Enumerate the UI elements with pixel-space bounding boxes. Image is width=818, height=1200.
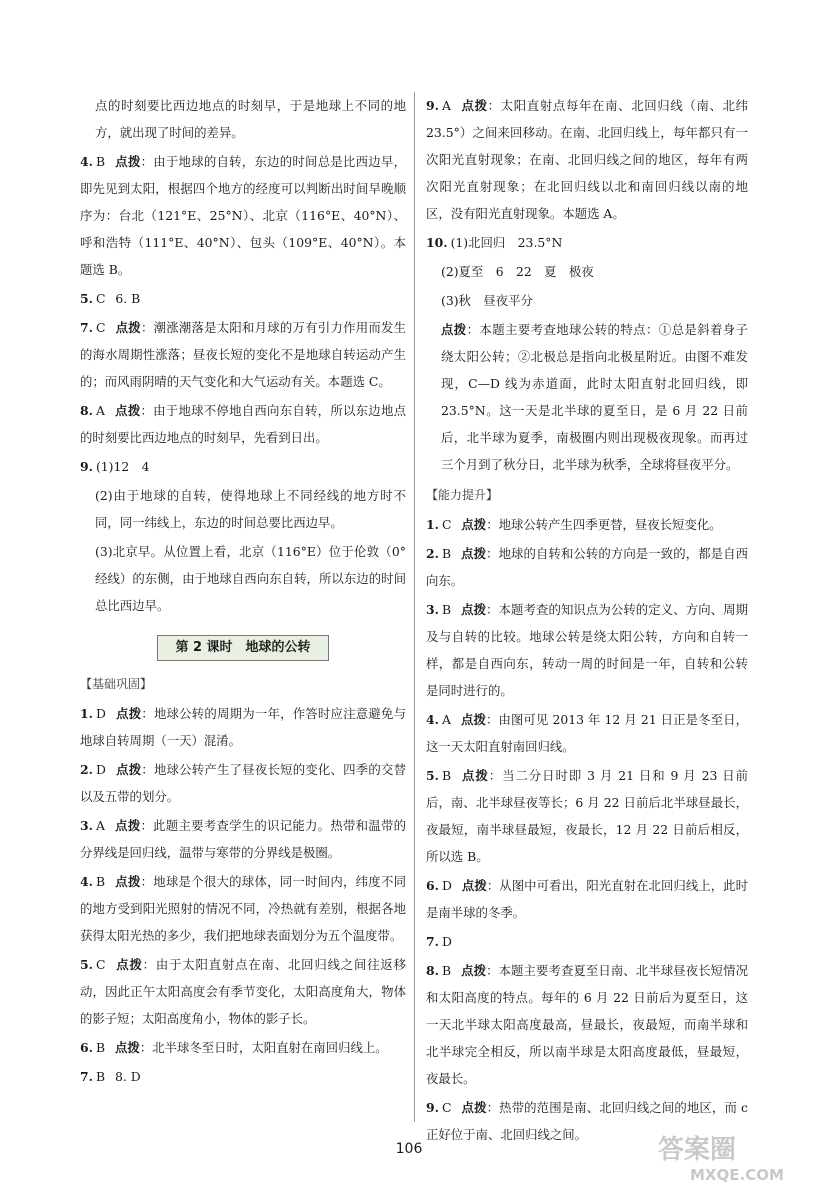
hint-label: 点拨 xyxy=(461,963,487,978)
answer-item xyxy=(80,700,406,754)
answer-item xyxy=(80,951,406,1032)
watermark-url: MXQE.COM xyxy=(690,1166,784,1184)
sub-hint xyxy=(426,316,748,478)
answer-item xyxy=(80,314,406,395)
answer-choice: B xyxy=(95,154,106,169)
question-number: 5. xyxy=(80,957,93,972)
answer-item xyxy=(426,957,748,1092)
answer-item xyxy=(80,868,406,949)
hint-label: 点拨 xyxy=(460,98,488,113)
question-number: 7. xyxy=(80,1069,93,1084)
hint-text: ：由图可见 2013 年 12 月 21 日正是冬至日，这一天太阳直射南回归线。 xyxy=(426,712,748,754)
question-number: 7. xyxy=(80,320,93,335)
answer-item xyxy=(80,453,406,480)
answer-item xyxy=(426,928,748,955)
hint-text: ：地球的自转和公转的方向是一致的，都是自西向东。 xyxy=(426,546,749,588)
answer-item xyxy=(426,229,748,256)
question-number: 6. xyxy=(426,878,439,893)
hint-text: ：由于太阳直射点在南、北回归线之间往返移动，因此正午太阳高度会有季节变化，太阳高度角大，物体的影子短；太阳高度角小，物体的影子长。 xyxy=(80,957,407,1026)
hint-text: ：由于地球不停地自西向东自转，所以东边地点的时刻要比西边地点的时刻早，先看到日出。 xyxy=(80,403,407,445)
hint-text: ：地球公转产生四季更替，昼夜长短变化。 xyxy=(486,517,722,532)
answer-choice: (1)北回归 23.5°N xyxy=(450,235,563,250)
answer-choice: D xyxy=(441,934,452,949)
answer-item xyxy=(426,596,748,704)
answer-choice: B xyxy=(441,768,452,783)
question-number: 4. xyxy=(80,874,93,889)
hint-text: ：当二分日时即 3 月 21 日和 9 月 23 日前后，南、北半球昼夜等长；6 月 22 日前后北半球昼最长，夜最短，南半球昼最短，夜最长，12 月 22 日前后相反，所以选 B。 xyxy=(426,768,748,864)
sub-answer: (2)夏至 6 22 夏 极夜 xyxy=(441,264,594,279)
answer-item xyxy=(80,1034,406,1061)
answer-choice: C xyxy=(95,320,106,335)
hint-text: ：地球公转产生了昼夜长短的变化、四季的交替以及五带的划分。 xyxy=(80,762,407,804)
column-divider xyxy=(414,92,415,1122)
hint-label: 点拨 xyxy=(115,706,142,721)
question-number: 1. xyxy=(80,706,93,721)
hint-label: 点拨 xyxy=(461,602,487,617)
answer-choice: A xyxy=(95,818,105,833)
hint-text: 8. D xyxy=(115,1069,141,1084)
answer-choice: D xyxy=(95,762,106,777)
hint-label: 点拨 xyxy=(115,154,141,169)
answer-item xyxy=(80,148,406,283)
hint-text: ：从图中可看出，阳光直射在北回归线上，此时是南半球的冬季。 xyxy=(426,878,749,920)
hint-text: ：地球是个很大的球体，同一时间内，纬度不同的地方受到阳光照射的情况不同，冷热就有差别，根据各地获得太阳光热的多少，我们把地球表面划分为五个温度带。 xyxy=(80,874,407,943)
hint-label: 点拨 xyxy=(461,768,489,783)
section-tag: 【基础巩固】 xyxy=(80,677,153,691)
hint-label: 点拨 xyxy=(441,322,467,337)
watermark-text: 答案圈 xyxy=(658,1135,737,1165)
answer-item xyxy=(426,92,748,227)
answer-item xyxy=(80,397,406,451)
continued-text: 点的时刻要比西边地点的时刻早，于是地球上不同的地方，就出现了时间的差异。 xyxy=(95,98,406,140)
question-number: 3. xyxy=(426,602,439,617)
hint-label: 点拨 xyxy=(460,712,486,727)
answer-choice: A xyxy=(441,712,451,727)
question-number: 5. xyxy=(80,291,93,306)
answer-choice: C xyxy=(441,1100,452,1115)
hint-label: 点拨 xyxy=(115,874,141,889)
answer-choice: D xyxy=(441,878,452,893)
answer-item xyxy=(426,762,748,870)
hint-label: 点拨 xyxy=(115,957,143,972)
answer-item xyxy=(80,812,406,866)
answer-choice: (1)12 4 xyxy=(95,459,150,474)
question-number: 5. xyxy=(426,768,439,783)
answer-choice: D xyxy=(95,706,106,721)
hint-label: 点拨 xyxy=(461,878,487,893)
question-number: 7. xyxy=(426,934,439,949)
answer-choice: C xyxy=(95,957,106,972)
answer-choice: B xyxy=(95,874,106,889)
question-number: 9. xyxy=(426,98,439,113)
hint-label: 点拨 xyxy=(115,762,142,777)
answer-item xyxy=(80,1063,406,1090)
question-number: 3. xyxy=(80,818,93,833)
answer-item xyxy=(80,285,406,312)
question-number: 8. xyxy=(80,403,93,418)
hint-text: 6. B xyxy=(115,291,141,306)
answer-choice: A xyxy=(95,403,105,418)
hint-label: 点拨 xyxy=(114,818,141,833)
answer-choice: B xyxy=(441,602,452,617)
hint-label: 点拨 xyxy=(115,320,141,335)
sub-answer: (3)北京早。从位置上看，北京（116°E）位于伦敦（0°经线）的东侧，由于地球自西向东自转，所以东边的时间总比西边早。 xyxy=(95,544,406,613)
answer-item xyxy=(426,706,748,760)
hint-text: ：由于地球的自转，东边的时间总是比西边早，即先见到太阳，根据四个地方的经度可以判断出时间早晚顺序为：台北（121°E、25°N）、北京（116°E、40°N）、呼和浩特（111°E、40°N）、包头（109°E、40°N）。本题选 B。 xyxy=(80,154,407,277)
hint-label: 点拨 xyxy=(461,546,487,561)
sub-answer: (2)由于地球的自转，使得地球上不同经线的地方时不同，同一纬线上，东边的时间总要比西边早。 xyxy=(95,488,406,530)
question-number: 8. xyxy=(426,963,439,978)
hint-text: ：本题考查的知识点为公转的定义、方向、周期及与自转的比较。地球公转是绕太阳公转，方向和自转一样，都是自西向东，转动一周的时间是一年，自转和公转是同时进行的。 xyxy=(426,602,749,698)
answer-item xyxy=(80,756,406,810)
answer-choice: B xyxy=(441,546,452,561)
page-number: 106 xyxy=(395,1141,423,1157)
question-number: 2. xyxy=(80,762,93,777)
answer-choice: B xyxy=(441,963,452,978)
watermark-logo xyxy=(650,1126,800,1186)
hint-label: 点拨 xyxy=(114,403,141,418)
hint-text: ：潮涨潮落是太阳和月球的万有引力作用而发生的海水周期性涨落；昼夜长短的变化不是地球自转运动产生的；而风雨阴晴的天气变化和大气运动有关。本题选 C。 xyxy=(80,320,407,389)
hint-text: ：太阳直射点每年在南、北回归线（南、北纬 23.5°）之间来回移动。在南、北回归线上，每年都只有一次阳光直射现象；在南、北回归线之间的地区，每年有两次阳光直射现象；在北回归线以北和南回归线以南的地区，没有阳光直射现象。本题选 A。 xyxy=(426,98,749,221)
right-column xyxy=(426,92,748,1150)
question-number: 4. xyxy=(80,154,93,169)
question-number: 2. xyxy=(426,546,439,561)
question-number: 1. xyxy=(426,517,439,532)
section-tag: 【能力提升】 xyxy=(426,488,499,502)
hint-text: ：热带的范围是南、北回归线之间的地区，而 c 正好位于南、北回归线之间。 xyxy=(426,1100,748,1142)
answer-choice: C xyxy=(441,517,452,532)
answer-choice: B xyxy=(95,1040,106,1055)
left-column xyxy=(80,92,406,1092)
hint-label: 点拨 xyxy=(461,1100,487,1115)
question-number: 4. xyxy=(426,712,439,727)
answer-item xyxy=(426,540,748,594)
answer-item xyxy=(426,511,748,538)
lesson-title: 第 2 课时 地球的公转 xyxy=(157,635,329,661)
answer-choice: C xyxy=(95,291,106,306)
hint-label: 点拨 xyxy=(461,517,487,532)
hint-label: 点拨 xyxy=(115,1040,140,1055)
hint-text: ：地球公转的周期为一年，作答时应注意避免与地球自转周期（一天）混淆。 xyxy=(80,706,407,748)
question-number: 6. xyxy=(80,1040,93,1055)
question-number: 9. xyxy=(80,459,93,474)
question-number: 9. xyxy=(426,1100,439,1115)
hint-text: ：此题主要考查学生的识记能力。热带和温带的分界线是回归线，温带与寒带的分界线是极圈。 xyxy=(80,818,407,860)
sub-answer: (3)秋 昼夜平分 xyxy=(441,293,533,308)
hint-text: ：本题主要考查夏至日南、北半球昼夜长短情况和太阳高度的特点。每年的 6 月 22 日前后为夏至日，这一天北半球太阳高度最高，昼最长，夜最短，而南半球和北半球完全相反，所以南半球是太阳高度最低，昼最短，夜最长。 xyxy=(426,963,749,1086)
answer-choice: B xyxy=(95,1069,106,1084)
question-number: 10. xyxy=(426,235,448,250)
answer-item xyxy=(426,872,748,926)
hint-text: ：本题主要考查地球公转的特点：①总是斜着身子绕太阳公转；②北极总是指向北极星附近。由图不难发现，C—D 线为赤道面，此时太阳直射北回归线，即 23.5°N。这一天是北半球的夏至日，是 6 月 22 日前后，北半球为夏季，南极圈内则出现极夜现象。而再过三个月到了秋分日，北半球为秋季，全球将昼夜平分。 xyxy=(441,322,749,472)
answer-choice: A xyxy=(441,98,451,113)
hint-text: ：北半球冬至日时，太阳直射在南回归线上。 xyxy=(139,1040,388,1055)
